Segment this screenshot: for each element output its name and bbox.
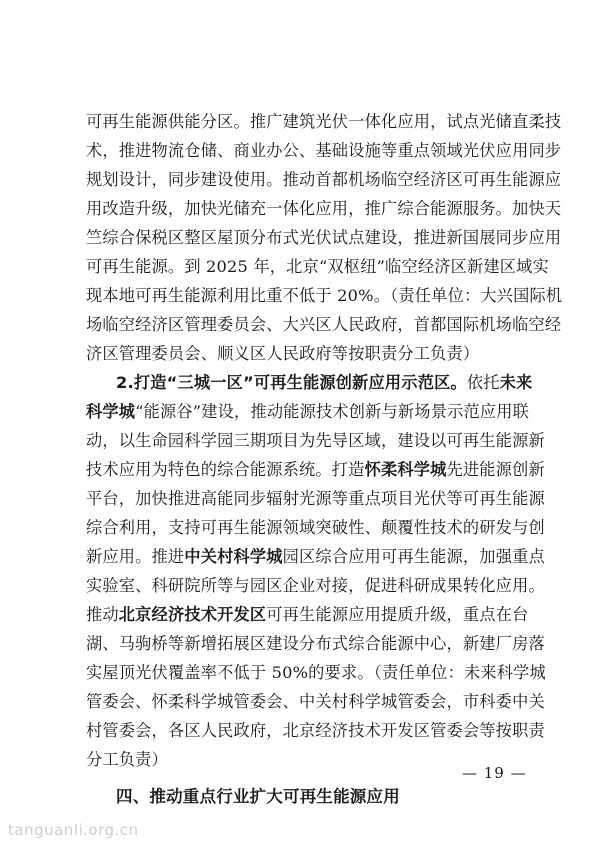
section-2-line: 村管委会，各区人民政府，北京经济技术开发区管委会等按职责 xyxy=(86,721,545,740)
section-2-text: 园区综合应用可再生能源，加强重点 xyxy=(282,547,545,566)
section-2-line: 平台，加快推进高能同步辐射光源等重点项目光伏等可再生能源 xyxy=(86,489,545,508)
section-2-line xyxy=(86,402,530,422)
paragraph-line: 术，推进物流仓储、商业办公、基础设施等重点领域光伏应用同步 xyxy=(86,141,562,160)
section-2-text: 依托 xyxy=(466,373,500,392)
section-2-text: 先进能源创新 xyxy=(446,460,545,479)
paragraph-line: 现本地可再生能源利用比重不低于 20%。（责任单位：大兴国际机 xyxy=(86,286,563,305)
paragraph-line: 竺综合保税区整区屋顶分布式光伏试点建设，推进新国展同步应用 xyxy=(86,228,562,247)
section-2-lead: 2.打造“三城一区”可再生能源创新应用示范区。 xyxy=(116,373,467,392)
keyword-science-city: 科学城 xyxy=(86,402,136,421)
keyword-future: 未来 xyxy=(499,373,533,392)
paragraph-line: 可再生能源供能分区。推广建筑光伏一体化应用，试点光储直柔技 xyxy=(86,112,562,131)
section-2-line xyxy=(86,460,545,480)
section-2-line: 管委会、怀柔科学城管委会、中关村科学城管委会，市科委中关 xyxy=(86,692,545,711)
section-2-line: 综合利用，支持可再生能源领域突破性、颠覆性技术的研发与创 xyxy=(86,518,545,537)
section-2-line xyxy=(86,547,545,567)
section-2-text: 推动 xyxy=(86,605,119,624)
section-2-line: 动，以生命园科学园三期项目为先导区域，建设以可再生能源新 xyxy=(86,431,545,450)
section-2-line xyxy=(86,605,529,625)
section-2-text: “能源谷”建设，推动能源技术创新与新场景示范应用联 xyxy=(135,402,530,421)
keyword-zhongguancun: 中关村科学城 xyxy=(184,547,283,566)
section-2-text: 技术应用为特色的综合能源系统。打造 xyxy=(86,460,365,479)
section-heading: 四、推动重点行业扩大可再生能源应用 xyxy=(116,787,400,806)
paragraph-line: 济区管理委员会、顺义区人民政府等按职责分工负责） xyxy=(86,344,480,363)
section-2-line: 分工负责） xyxy=(86,750,168,769)
section-2-line: 实验室、科研院所等与园区企业对接，促进科研成果转化应用。 xyxy=(86,576,545,595)
section-2-text: 新应用。推进 xyxy=(86,547,185,566)
section-2-line: 湖、马驹桥等新增拓展区建设分布式综合能源中心，新建厂房落 xyxy=(86,634,545,653)
section-2-line xyxy=(116,373,556,393)
paragraph-line: 可再生能源。到 2025 年，北京“双枢纽”临空经济区新建区域实 xyxy=(86,257,549,276)
paragraph-line: 场临空经济区管理委员会、大兴区人民政府，首都国际机场临空经 xyxy=(86,315,562,334)
page-number: — 19 — xyxy=(462,764,527,782)
section-2-line: 实屋顶光伏覆盖率不低于 50%的要求。（责任单位：未来科学城 xyxy=(86,663,546,682)
keyword-huairou: 怀柔科学城 xyxy=(364,460,447,479)
paragraph-line: 用改造升级，加快光储充一体化应用，推广综合能源服务。加快天 xyxy=(86,199,562,218)
section-2-text: 可再生能源应用提质升级，重点在台 xyxy=(266,605,529,624)
watermark-text: tanguanli.org.cn xyxy=(8,821,139,839)
keyword-etdz: 北京经济技术开发区 xyxy=(118,605,267,624)
paragraph-line: 规划设计，同步建设使用。推动首都机场临空经济区可再生能源应 xyxy=(86,170,562,189)
